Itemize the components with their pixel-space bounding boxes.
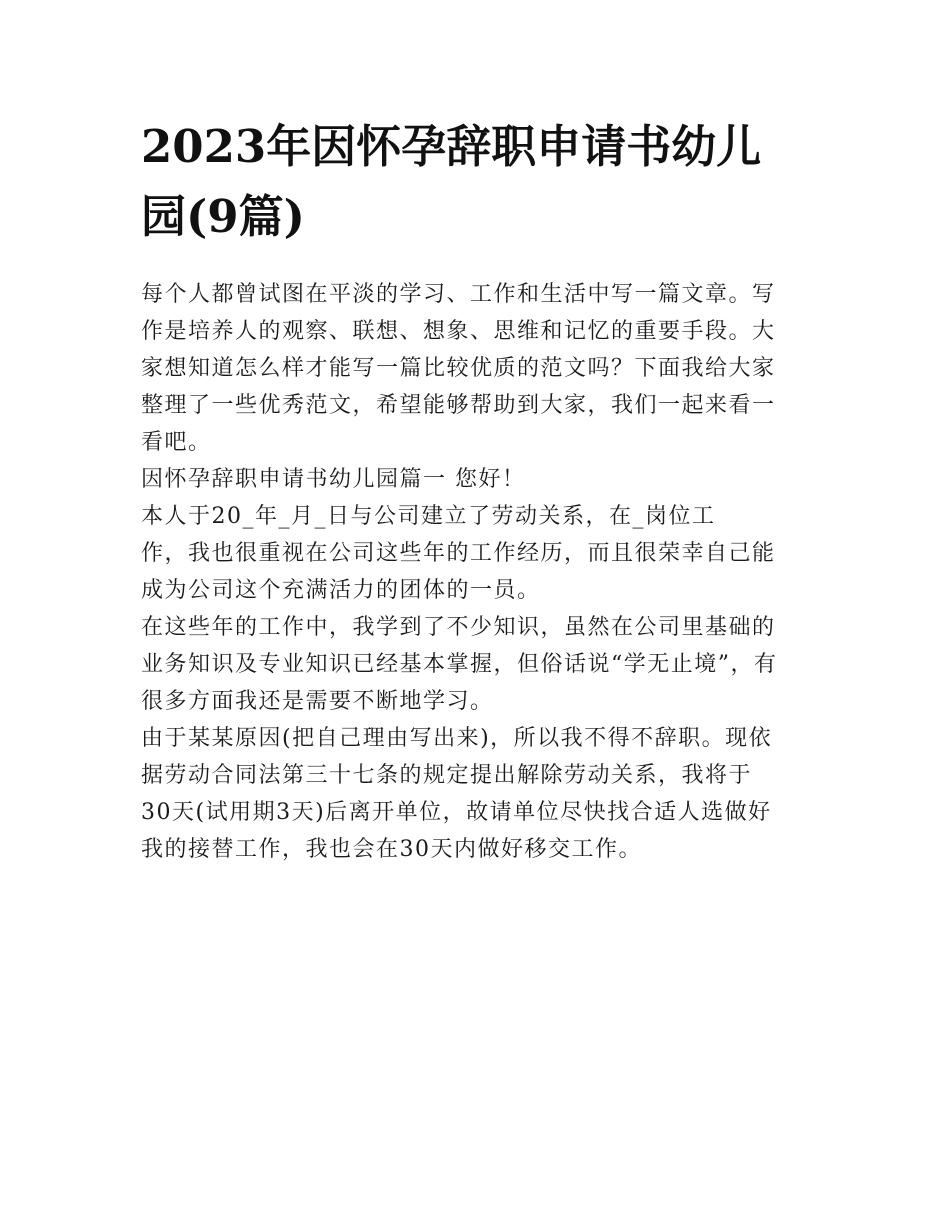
text-line: 30天(试用期3天)后离开单位，故请单位尽快找合适人选做好 [141,800,772,825]
title-line: 园(9篇) [141,190,305,243]
document-page [141,112,813,868]
text-line: 很多方面我还是需要不断地学习。 [141,689,494,714]
document-title [141,112,813,252]
text-line: 看吧。 [141,430,212,455]
intro-paragraph [141,276,813,461]
text-line: 每个人都曾试图在平淡的学习、工作和生活中写一篇文章。写 [141,282,776,307]
text-line: 由于某某原因(把自己理由写出来)，所以我不得不辞职。现依 [141,726,773,751]
text-line: 在这些年的工作中，我学到了不少知识，虽然在公司里基础的 [141,615,776,640]
text-line: 业务知识及专业知识已经基本掌握，但俗话说“学无止境”，有 [141,652,778,677]
body-paragraph [141,609,813,720]
text-line: 因怀孕辞职申请书幼儿园篇一 您好！ [141,467,526,492]
text-line: 作是培养人的观察、联想、想象、思维和记忆的重要手段。大 [141,319,776,344]
title-line: 2023年因怀孕辞职申请书幼儿 [141,120,762,173]
text-line: 我的接替工作，我也会在30天内做好移交工作。 [141,837,642,862]
text-line: 作，我也很重视在公司这些年的工作经历，而且很荣幸自己能 [141,541,776,566]
document-body [141,276,813,868]
text-line: 据劳动合同法第三十七条的规定提出解除劳动关系，我将于 [141,763,753,788]
text-line: 本人于20_年_月_日与公司建立了劳动关系，在_岗位工 [141,504,716,529]
text-line: 家想知道怎么样才能写一篇比较优质的范文吗？下面我给大家 [141,356,776,381]
section-heading-paragraph [141,461,813,498]
body-paragraph [141,498,813,609]
body-paragraph [141,720,813,868]
text-line: 成为公司这个充满活力的团体的一员。 [141,578,541,603]
text-line: 整理了一些优秀范文，希望能够帮助到大家，我们一起来看一 [141,393,776,418]
